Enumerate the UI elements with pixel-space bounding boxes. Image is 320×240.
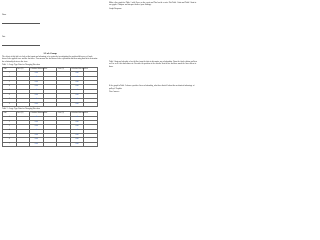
table-cell[interactable]: value — [70, 125, 84, 129]
table-cell[interactable]: value — [70, 76, 84, 80]
table-cell[interactable]: value — [30, 138, 44, 142]
date-line[interactable] — [2, 43, 40, 46]
date-field[interactable] — [2, 24, 98, 46]
table-cell[interactable]: 4 — [3, 85, 17, 89]
table-cell[interactable]: value — [70, 102, 84, 106]
table-cell[interactable]: value — [70, 80, 84, 84]
table-cell[interactable]: value — [30, 142, 44, 146]
table-cell[interactable]: value — [70, 85, 84, 89]
table-header-cell: Trial — [84, 112, 98, 116]
table-cell[interactable] — [84, 102, 98, 106]
table-cell[interactable] — [16, 142, 30, 146]
table-row — [3, 142, 98, 146]
table-cell[interactable]: value — [30, 89, 44, 93]
right-column — [109, 2, 198, 93]
table-cell[interactable]: value — [30, 72, 44, 76]
table-header-cell: Trial — [3, 112, 17, 116]
name-field[interactable] — [2, 2, 98, 24]
table-cell[interactable]: 6 — [3, 94, 17, 98]
table-cell[interactable]: value — [30, 129, 44, 133]
table-cell[interactable]: value — [70, 120, 84, 124]
table-cell[interactable]: value — [30, 125, 44, 129]
table-cell[interactable]: value — [30, 134, 44, 138]
table-cell[interactable]: 2 — [3, 120, 17, 124]
question-3: If the graph in Table 3 shows a positive linear relationship, what does that tell about the mechanical advantage of pulleys? Explain. — [109, 85, 195, 90]
table-header-cell: Calculated Difference — [30, 112, 44, 116]
table-cell[interactable] — [57, 102, 71, 106]
table-cell[interactable]: value — [30, 94, 44, 98]
table-cell[interactable]: 6 — [3, 138, 17, 142]
table-cell[interactable]: value — [70, 72, 84, 76]
lab-title: A Lab Group — [43, 52, 57, 55]
table-cell[interactable]: value — [70, 94, 84, 98]
name-label: Name — [2, 14, 7, 16]
table-cell[interactable]: value — [70, 98, 84, 102]
table-cell[interactable]: value — [30, 85, 44, 89]
table-cell[interactable]: value — [70, 116, 84, 120]
date-label: Date — [2, 36, 6, 38]
table2-label: Table 2 - Large Type Data for Changing Direction — [2, 108, 40, 111]
table-cell[interactable]: 3 — [3, 80, 17, 84]
table-cell[interactable]: value — [70, 134, 84, 138]
table-header-cell: Force (N) — [16, 67, 30, 71]
table-cell[interactable]: value — [70, 129, 84, 133]
table-cell[interactable]: 7 — [3, 98, 17, 102]
answer-label-1: Graph Response: — [109, 7, 122, 10]
table-cell[interactable] — [84, 142, 98, 146]
table-row — [3, 102, 98, 106]
table-cell[interactable]: value — [30, 120, 44, 124]
table-cell[interactable]: 2 — [3, 76, 17, 80]
table-header-cell: Force (N) — [57, 112, 71, 116]
table-cell[interactable] — [43, 142, 57, 146]
worksheet-page — [0, 0, 200, 145]
table-header-cell: Trial — [43, 112, 57, 116]
table-cell[interactable]: value — [70, 89, 84, 93]
table-cell[interactable]: 5 — [3, 134, 17, 138]
data-table-2 — [2, 111, 98, 147]
question-2: Table 3 data and calculate a best fit line from the data to determine any relationship. Draw the final relation and how well or well it fits both data sets. Describe the position of the data the best fit line and how much the lines differs in them. — [109, 61, 198, 68]
lab-intro: The object of this lab is to look at the inputs and advantage of a system by investigating the position/difference of loads between the applied force and the last force. You measure the last between the experiment and then using that list to determine the relationship between the force. — [2, 55, 98, 63]
table-header-cell: Calculated Difference — [30, 67, 44, 71]
answer-label-2: Your Answer: — [109, 90, 120, 93]
table-cell[interactable]: value — [30, 102, 44, 106]
table-header-cell: Calculated Difference — [70, 112, 84, 116]
table1-label: Table 1 - Large Type Data for Changing Direction — [2, 63, 40, 66]
table-cell[interactable]: value — [30, 80, 44, 84]
table-cell[interactable]: value — [70, 142, 84, 146]
table-cell[interactable]: value — [70, 138, 84, 142]
table-cell[interactable]: value — [30, 116, 44, 120]
table-cell[interactable]: 4 — [3, 129, 17, 133]
table-header-cell: Calculated Difference — [70, 67, 84, 71]
table-cell[interactable] — [43, 102, 57, 106]
table-header-cell: Trial — [43, 67, 57, 71]
table-cell[interactable]: 8 — [3, 102, 17, 106]
table-cell[interactable]: 3 — [3, 125, 17, 129]
table-header-cell: Trial — [3, 67, 17, 71]
table-cell[interactable] — [16, 102, 30, 106]
table-header-cell: Trial — [84, 67, 98, 71]
question-1: Make a line graph for Table 1 with Force on the y-axis and Trial on the x-axis. Plot Table 1 data and Table 2 data in one graph. Compare and interpret both of your findings. — [109, 2, 197, 7]
table-cell[interactable]: 5 — [3, 89, 17, 93]
table-header-cell: Force (N) — [16, 112, 30, 116]
table-cell[interactable]: 7 — [3, 142, 17, 146]
left-column — [2, 2, 98, 147]
table-cell[interactable]: value — [30, 76, 44, 80]
table-cell[interactable]: value — [30, 98, 44, 102]
table-cell[interactable]: 1 — [3, 116, 17, 120]
table-cell[interactable] — [57, 142, 71, 146]
table-cell[interactable]: 1 — [3, 72, 17, 76]
table-header-cell: Force (N) — [57, 67, 71, 71]
answer-area-2[interactable] — [109, 68, 198, 85]
